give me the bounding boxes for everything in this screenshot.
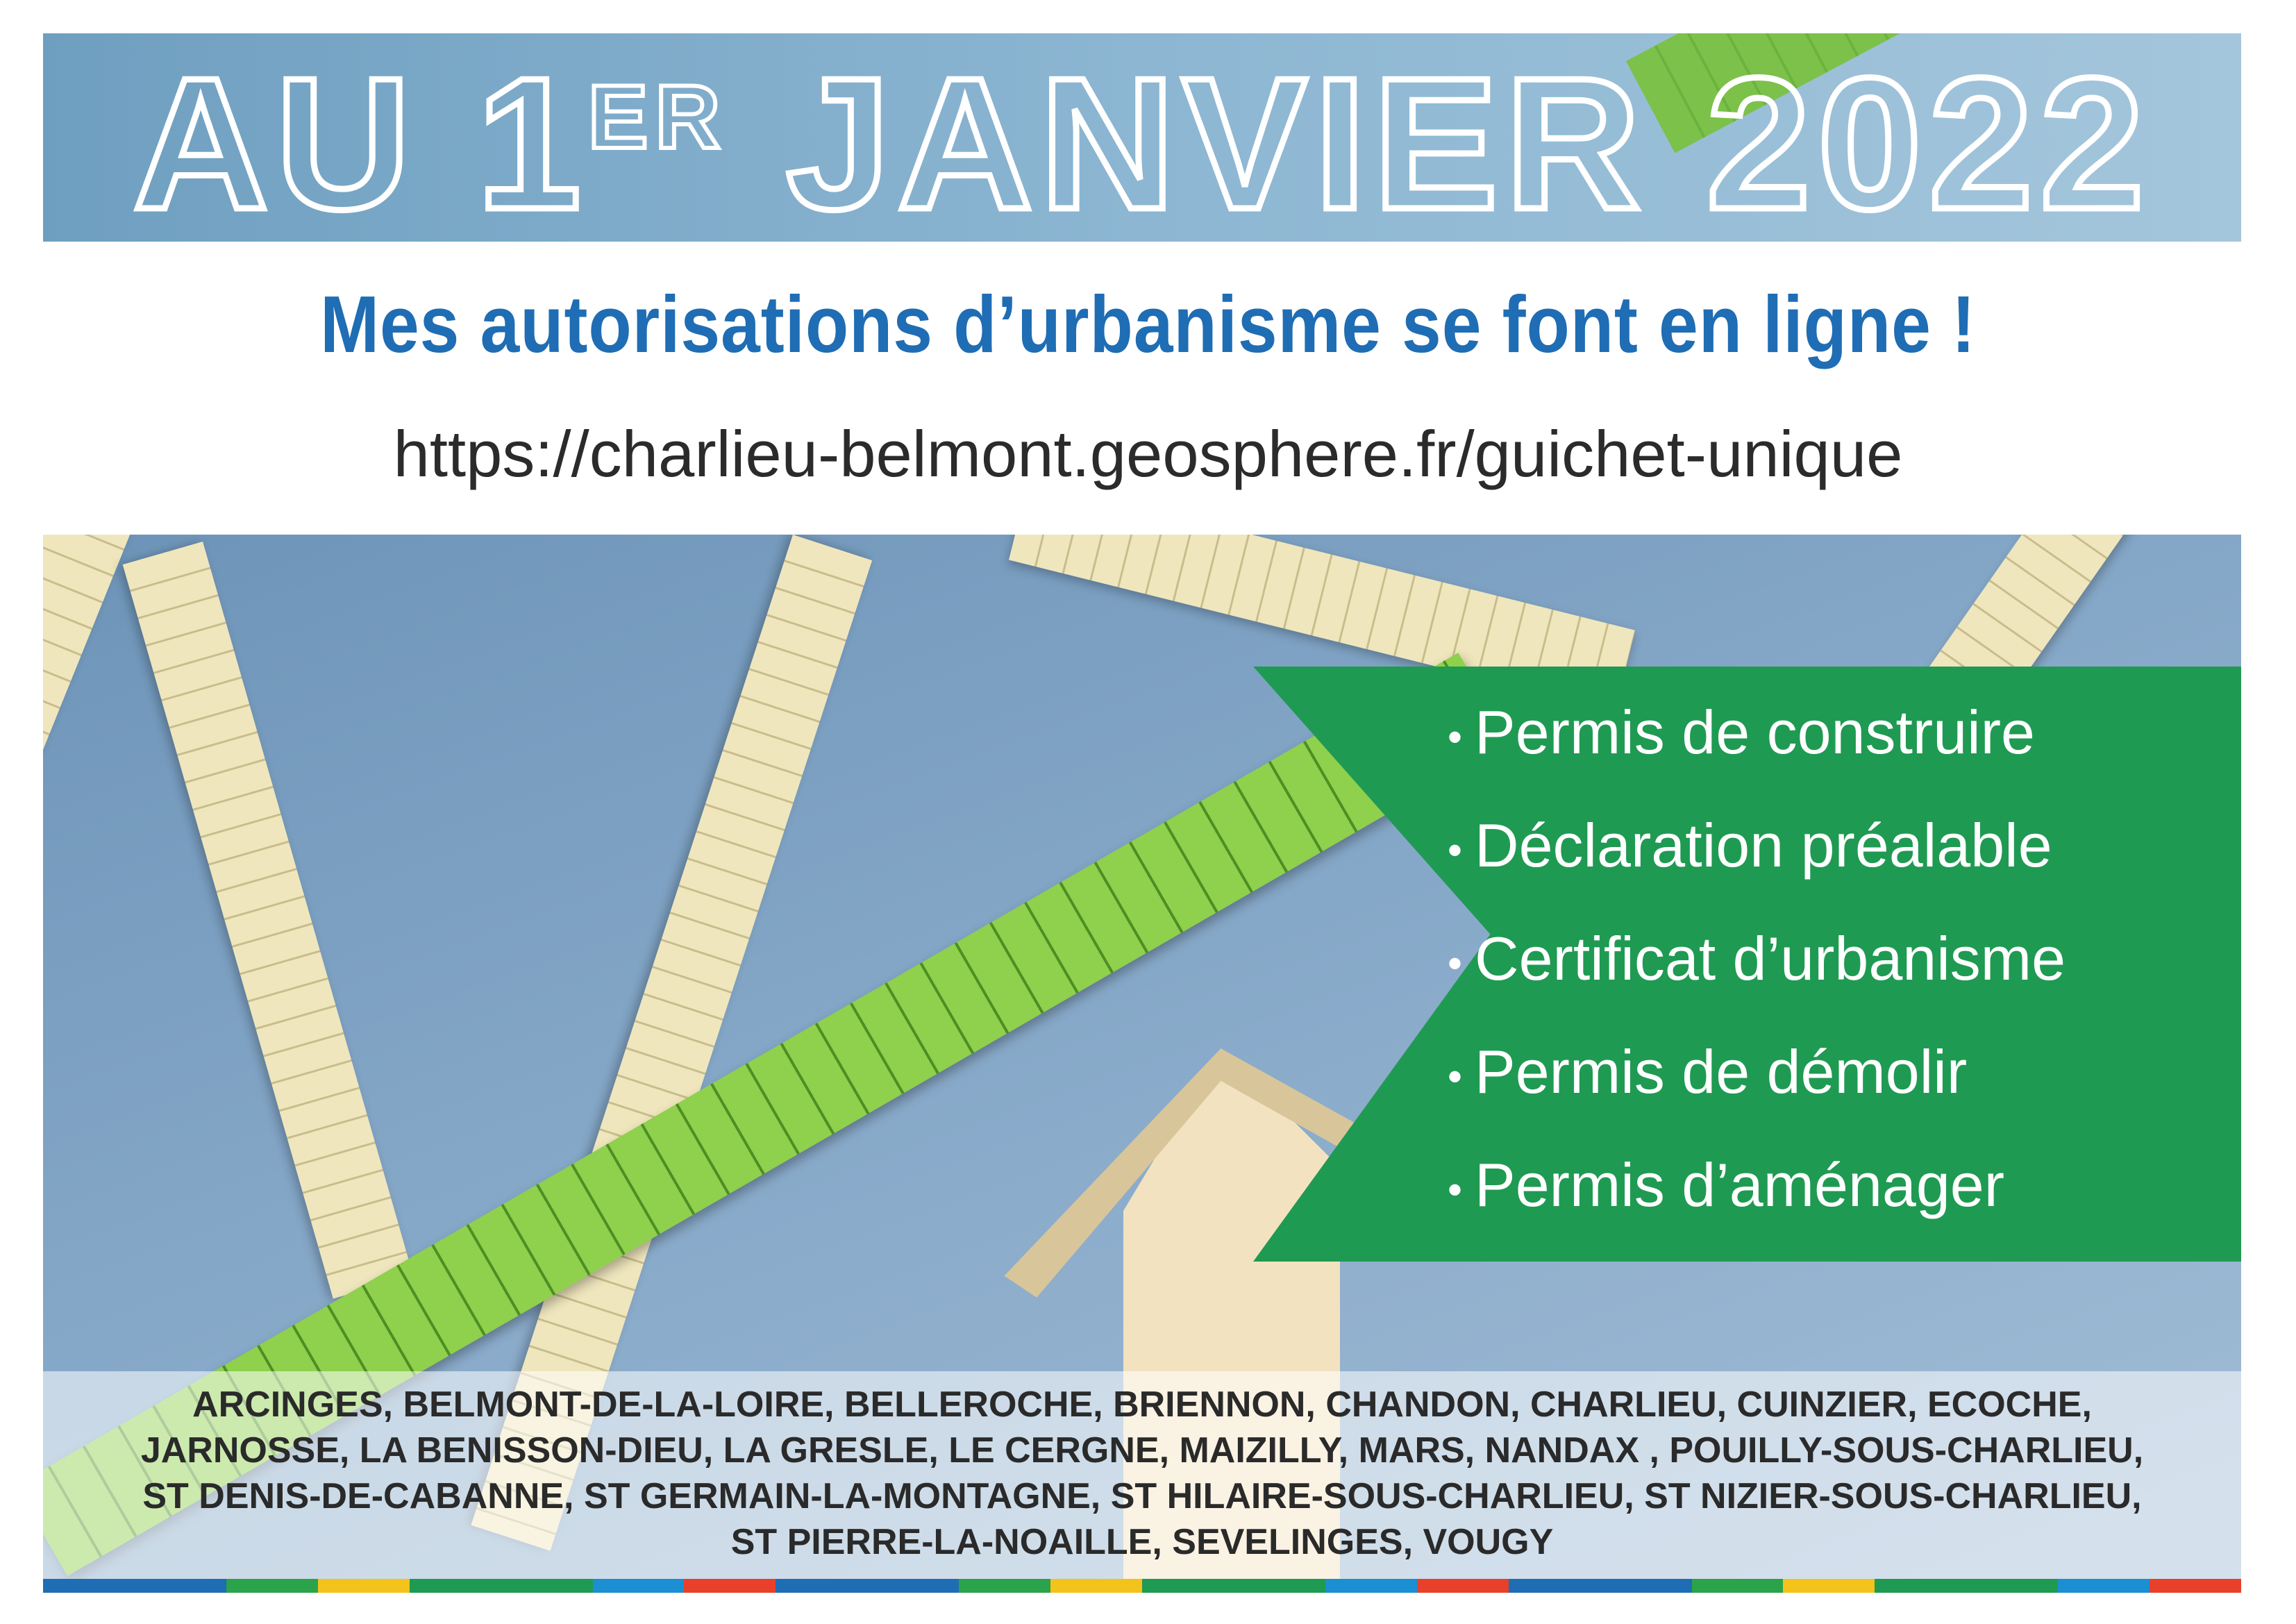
strip-segment (684, 1579, 776, 1593)
service-item: • Permis de construire (1448, 698, 2035, 767)
banner-title: AU 1ER JANVIER 2022 (133, 40, 2152, 242)
strip-segment (1692, 1579, 1784, 1593)
strip-segment (226, 1579, 318, 1593)
page-subtitle: Mes autorisations d’urbanisme se font en ligne ! (320, 279, 1976, 369)
communes-line: ARCINGES, BELMONT-DE-LA-LOIRE, BELLEROCHE, BRIENNON, CHANDON, CHARLIEU, CUINZIER, ECOCHE, (192, 1384, 2092, 1425)
strip-segment (593, 1579, 685, 1593)
service-item: • Déclaration préalable (1448, 811, 2052, 880)
strip-segment (776, 1579, 959, 1593)
communes-line: ST DENIS-DE-CABANNE, ST GERMAIN-LA-MONTAGNE, ST HILAIRE-SOUS-CHARLIEU, ST NIZIER-SOUS-CHARLIEU, (142, 1476, 2142, 1516)
strip-segment (2150, 1579, 2241, 1593)
strip-segment (1783, 1579, 1875, 1593)
strip-segment (1050, 1579, 1142, 1593)
communes-line: JARNOSSE, LA BENISSON-DIEU, LA GRESLE, LE CERGNE, MAIZILLY, MARS, NANDAX , POUILLY-SOUS-CHARLIEU, (140, 1430, 2144, 1471)
strip-segment (1875, 1579, 2058, 1593)
guichet-unique-link[interactable]: https://charlieu-belmont.geosphere.fr/guichet-unique (393, 417, 1903, 490)
folding-ruler-decoration (123, 542, 414, 1298)
communes-line: ST PIERRE-LA-NOAILLE, SEVELINGES, VOUGY (730, 1522, 1554, 1562)
folding-ruler-decoration (43, 535, 134, 1490)
service-item: • Certificat d’urbanisme (1448, 924, 2066, 993)
strip-segment (2058, 1579, 2150, 1593)
header-banner (43, 33, 2241, 242)
communes-list (43, 1382, 2241, 1565)
strip-segment (1325, 1579, 1417, 1593)
strip-segment (43, 1579, 226, 1593)
strip-segment (1417, 1579, 1509, 1593)
strip-segment (959, 1579, 1050, 1593)
strip-segment (1509, 1579, 1692, 1593)
strip-segment (410, 1579, 593, 1593)
color-strip (43, 1579, 2241, 1593)
strip-segment (318, 1579, 410, 1593)
service-item: • Permis d’aménager (1448, 1150, 2005, 1219)
service-item: • Permis de démolir (1448, 1037, 1968, 1106)
services-list (1448, 687, 2065, 1253)
strip-segment (1142, 1579, 1325, 1593)
